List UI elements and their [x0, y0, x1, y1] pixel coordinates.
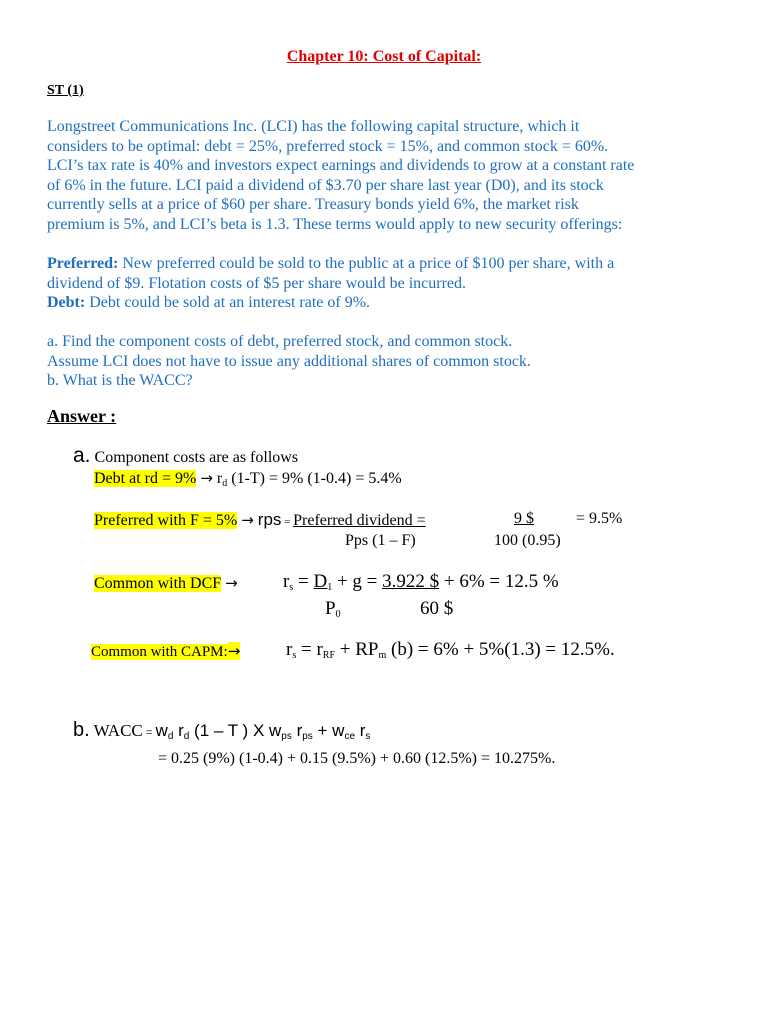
part-b-letter: b. — [73, 719, 90, 741]
section-label: ST (1) — [47, 83, 84, 98]
preferred-text-2: dividend of $9. Flotation costs of $5 per share would be incurred. — [47, 274, 467, 292]
page-title: Chapter 10: Cost of Capital: — [286, 48, 482, 65]
dcf-denominator-price: 60 $ — [420, 598, 454, 619]
debt-terms — [47, 293, 614, 313]
question-a: a. Find the component costs of debt, preferred stock, and common stock. — [47, 333, 513, 350]
common-capm-formula: $r_s = r_{RF} + RP_m$ (b) = 6% + 5%(1.3) = 12.5%. — [286, 639, 615, 661]
common-capm-label: Common with CAPM: — [91, 644, 228, 660]
preferred-denominator-value: 100 (0.95) — [494, 532, 561, 549]
preferred-label-highlight: Preferred with F = 5% — [94, 512, 238, 529]
arrow-icon: → — [225, 574, 238, 592]
problem-line: considers to be optimal: debt = 25%, preferred stock = 15%, and common stock = 60%. — [47, 137, 609, 155]
problem-line: LCI’s tax rate is 40% and investors expect earnings and dividends to grow at a constant rate — [47, 157, 635, 174]
arrow-icon: → — [227, 642, 241, 660]
wacc-formula: b. WACC = $w_d$ $r_d$ (1 – T ) X $w_{ps}$ $r_{ps} + w_{ce}$ $r_s$ — [73, 719, 371, 742]
part-a-intro — [73, 444, 298, 468]
preferred-result: = 9.5% — [576, 510, 623, 527]
terms-paragraph — [47, 254, 614, 313]
answer-heading: Answer : — [47, 406, 117, 426]
problem-line: premium is 5%, and LCI’s beta is 1.3. These terms would apply to new security offerings: — [47, 215, 623, 233]
common-dcf-label-line — [94, 574, 238, 593]
wacc-label: WACC — [89, 721, 143, 740]
preferred-numerator: Preferred dividend = — [293, 512, 426, 529]
part-a-letter: a. — [73, 444, 91, 467]
questions-paragraph — [47, 332, 531, 391]
preferred-label: Preferred: — [47, 255, 119, 272]
common-dcf-formula: $r_s = D_1 + g = 3.922$ $ + 6% = 12.5 % — [283, 571, 559, 593]
common-dcf-label: Common with DCF — [94, 575, 222, 592]
problem-line: Longstreet Communications Inc. (LCI) has the following capital structure, which it — [47, 118, 580, 135]
preferred-cost-line — [94, 510, 426, 530]
dcf-denominator-p: $P_0$ — [325, 598, 341, 620]
part-a-text: Component costs are as follows — [90, 449, 299, 466]
question-b: b. What is the WACC? — [47, 372, 193, 389]
wacc-calculation: = 0.25 (9%) (1-0.4) + 0.15 (9.5%) + 0.60 (12.5%) = 10.275%. — [158, 750, 556, 767]
equals-sign: = — [281, 516, 294, 528]
problem-line: of 6% in the future. LCI paid a dividend of $3.70 per share last year (D0), and its stock — [47, 176, 604, 194]
debt-text: Debt could be sold at an interest rate of 9%. — [85, 294, 371, 311]
preferred-text: New preferred could be sold to the public at a price of $100 per share, with a — [118, 255, 615, 272]
common-capm-line — [91, 642, 240, 661]
assumption-text: Assume LCI does not have to issue any additional shares of common stock. — [47, 352, 531, 370]
preferred-terms — [47, 254, 614, 274]
arrow-icon: → — [200, 469, 213, 487]
problem-line: currently sells at a price of $60 per share. Treasury bonds yield 6%, the market risk — [47, 196, 579, 213]
arrow-icon: → — [241, 511, 254, 529]
preferred-denominator: Pps (1 – F) — [345, 532, 416, 549]
debt-formula: $r_d$ (1-T) = 9% (1-0.4) = 5.4% — [216, 470, 402, 489]
preferred-numerator-value: 9 $ — [514, 510, 534, 527]
debt-label: Debt: — [47, 294, 86, 311]
dcf-numerator: 3.922 $ — [382, 571, 440, 592]
debt-cost-line — [94, 469, 402, 489]
problem-paragraph — [47, 117, 634, 234]
debt-label-highlight: Debt at rd = 9% — [94, 470, 197, 487]
rps-symbol: rps — [257, 510, 282, 529]
